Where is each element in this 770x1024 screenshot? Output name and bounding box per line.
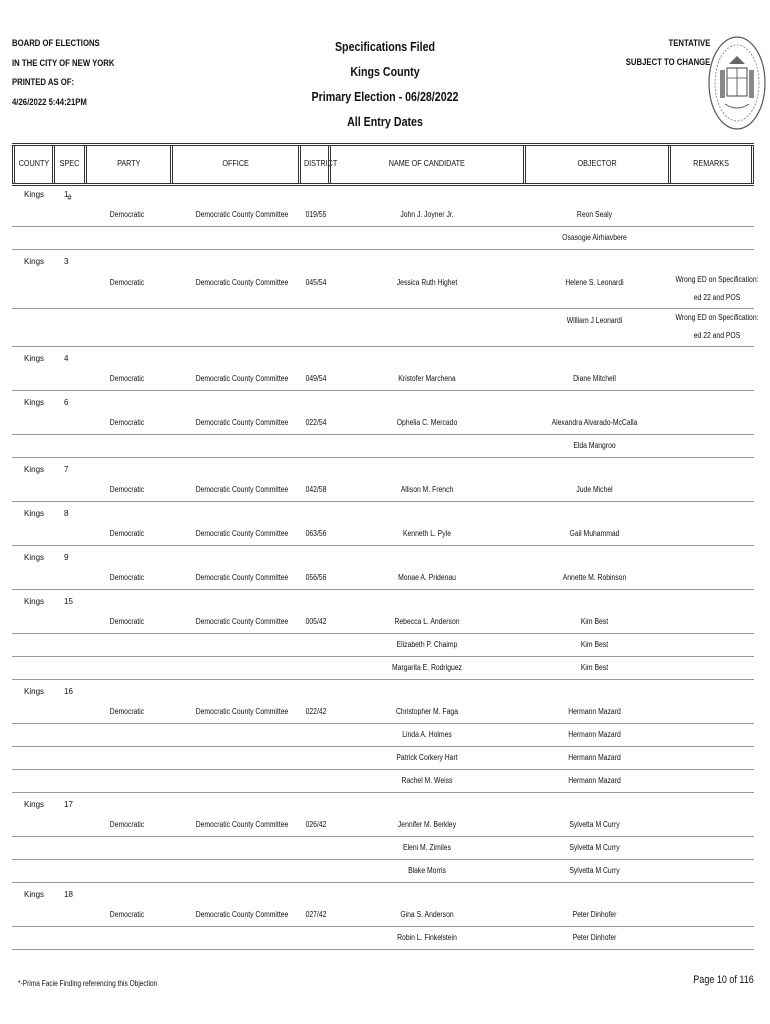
table-row bbox=[12, 927, 754, 949]
spec-block-header bbox=[12, 547, 754, 567]
table-row bbox=[12, 701, 754, 724]
spec-block bbox=[12, 547, 754, 590]
district-cell: 042/58 bbox=[305, 485, 327, 494]
spec-block bbox=[12, 503, 754, 546]
spec-block-header bbox=[12, 348, 754, 368]
party-cell: Democratic bbox=[109, 617, 145, 626]
spec-block bbox=[12, 251, 759, 347]
candidate-cell: Monae A. Pridenau bbox=[398, 573, 456, 582]
county-cell: Kings bbox=[24, 509, 45, 518]
table-row bbox=[12, 724, 754, 747]
office-cell: Democratic County Committee bbox=[195, 707, 289, 716]
spec-number-cell: 7 bbox=[64, 465, 69, 474]
candidate-cell: Allison M. French bbox=[400, 485, 454, 494]
party-cell: Democratic bbox=[109, 374, 145, 383]
district-cell: 019/55 bbox=[305, 210, 327, 219]
col-office: OFFICE bbox=[170, 146, 298, 183]
table-row bbox=[12, 204, 754, 227]
candidate-cell: Elizabeth P. Chaimp bbox=[396, 640, 458, 649]
spec-block bbox=[12, 794, 754, 883]
party-cell: Democratic bbox=[109, 910, 145, 919]
candidate-cell: Blake Morris bbox=[408, 866, 446, 875]
remarks-cell: Wrong ED on Specification: ed 22 and POS bbox=[675, 275, 759, 302]
table-row bbox=[12, 860, 754, 882]
party-cell: Democratic bbox=[109, 707, 145, 716]
spec-block-header bbox=[12, 392, 754, 412]
spec-block-header bbox=[12, 184, 754, 204]
printed-label: PRINTED AS OF: bbox=[12, 77, 75, 87]
remarks-cell: Wrong ED on Specification: ed 22 and POS bbox=[675, 313, 759, 340]
county-cell: Kings bbox=[24, 190, 45, 199]
spec-number-cell: 18 bbox=[64, 890, 73, 899]
objector-cell: Diane Mitchell bbox=[573, 374, 616, 383]
table-row bbox=[12, 412, 754, 435]
table-row bbox=[12, 611, 754, 634]
candidate-cell: Kenneth L. Pyle bbox=[402, 529, 451, 538]
district-cell: 005/42 bbox=[305, 617, 327, 626]
table-row bbox=[12, 271, 759, 309]
table-row bbox=[12, 479, 754, 501]
block-separator bbox=[12, 950, 754, 951]
objector-cell: Hermann Mazard bbox=[568, 753, 621, 762]
spec-number-cell: 17 bbox=[64, 800, 73, 809]
objector-cell: Sylvetta M Curry bbox=[569, 820, 620, 829]
objector-cell: Reon Sealy bbox=[576, 210, 613, 219]
objector-cell: Elda Mangroo bbox=[573, 441, 616, 450]
party-cell: Democratic bbox=[109, 418, 145, 427]
office-cell: Democratic County Committee bbox=[195, 485, 289, 494]
table-row bbox=[12, 368, 754, 390]
county-cell: Kings bbox=[24, 800, 45, 809]
objector-cell: Kim Best bbox=[580, 663, 609, 672]
party-cell: Democratic bbox=[109, 573, 145, 582]
office-cell: Democratic County Committee bbox=[195, 573, 289, 582]
col-district: DISTRICT bbox=[298, 146, 328, 183]
objector-cell: Hermann Mazard bbox=[568, 730, 621, 739]
objector-cell: Annette M. Robinson bbox=[562, 573, 627, 582]
objector-cell: Alexandra Alvarado-McCalla bbox=[551, 418, 638, 427]
objector-cell: Peter Dinhofer bbox=[572, 910, 617, 919]
spec-block-header bbox=[12, 591, 754, 611]
spec-block bbox=[12, 459, 754, 502]
specification-rows bbox=[12, 184, 759, 951]
col-remarks: REMARKS bbox=[668, 146, 754, 183]
party-cell: Democratic bbox=[109, 485, 145, 494]
tentative-label: TENTATIVE bbox=[668, 38, 710, 48]
col-candidate: NAME OF CANDIDATE bbox=[328, 146, 523, 183]
district-cell: 049/54 bbox=[305, 374, 327, 383]
candidate-cell: Eleni M. Zimiles bbox=[403, 843, 451, 852]
objector-cell: Hermann Mazard bbox=[568, 707, 621, 716]
spec-block bbox=[12, 681, 754, 793]
city-seal-icon bbox=[703, 34, 767, 132]
spec-block bbox=[12, 392, 754, 458]
table-row bbox=[12, 227, 754, 249]
spec-number-cell: 16 bbox=[64, 687, 73, 696]
county-cell: Kings bbox=[24, 398, 45, 407]
office-cell: Democratic County Committee bbox=[195, 820, 289, 829]
candidate-cell: Margarita E. Rodriguez bbox=[392, 663, 462, 672]
footer-note: *-Prima Facie Finding referencing this Objection bbox=[18, 979, 158, 988]
county-cell: Kings bbox=[24, 465, 45, 474]
spec-block-header bbox=[12, 681, 754, 701]
office-cell: Democratic County Committee bbox=[195, 374, 289, 383]
header-right bbox=[625, 34, 710, 72]
candidate-cell: Linda A. Holmes bbox=[402, 730, 452, 739]
candidate-cell: Jessica Ruth Highet bbox=[396, 278, 458, 287]
office-cell: Democratic County Committee bbox=[195, 210, 289, 219]
objector-cell: Sylvetta M Curry bbox=[569, 866, 620, 875]
spec-block-header bbox=[12, 459, 754, 479]
header-left bbox=[12, 34, 115, 112]
office-cell: Democratic County Committee bbox=[195, 529, 289, 538]
table-row bbox=[12, 523, 754, 545]
objector-cell: Hermann Mazard bbox=[568, 776, 621, 785]
title-line-2: Kings County bbox=[350, 64, 420, 79]
district-cell: 045/54 bbox=[305, 278, 327, 287]
objector-cell: Sylvetta M Curry bbox=[569, 843, 620, 852]
party-cell: Democratic bbox=[109, 820, 145, 829]
spec-block bbox=[12, 184, 754, 250]
title-line-1: Specifications Filed bbox=[334, 39, 436, 54]
spec-number-cell: 8 bbox=[64, 509, 69, 518]
table-row bbox=[12, 814, 754, 837]
col-county: COUNTY bbox=[12, 146, 52, 183]
spec-block bbox=[12, 348, 754, 391]
printed-timestamp: 4/26/2022 5:44:21PM bbox=[12, 96, 87, 107]
office-cell: Democratic County Committee bbox=[195, 278, 289, 287]
spec-number-cell: 1 bbox=[64, 190, 69, 199]
district-cell: 022/42 bbox=[305, 707, 327, 716]
candidate-cell: Patrick Corkery Hart bbox=[396, 753, 458, 762]
candidate-cell: Kristofer Marchena bbox=[398, 374, 456, 383]
spec-number-cell: 3 bbox=[64, 257, 69, 266]
table-row bbox=[12, 309, 759, 346]
party-cell: Democratic bbox=[109, 529, 145, 538]
table-row bbox=[12, 567, 754, 589]
candidate-cell: Robin L. Finkelstein bbox=[397, 933, 457, 942]
board-city: IN THE CITY OF NEW YORK bbox=[12, 57, 115, 68]
col-spec: SPEC # bbox=[52, 146, 84, 183]
district-cell: 056/56 bbox=[305, 573, 327, 582]
spec-block bbox=[12, 591, 754, 680]
county-cell: Kings bbox=[24, 687, 45, 696]
title-line-3: Primary Election - 06/28/2022 bbox=[311, 89, 459, 104]
spec-block-header bbox=[12, 251, 754, 271]
office-cell: Democratic County Committee bbox=[195, 418, 289, 427]
table-row bbox=[12, 837, 754, 860]
objector-cell: Gail Muhammad bbox=[569, 529, 620, 538]
candidate-cell: Gina S. Anderson bbox=[400, 910, 454, 919]
table-row bbox=[12, 770, 754, 792]
county-cell: Kings bbox=[24, 597, 45, 606]
board-title: BOARD OF ELECTIONS bbox=[12, 38, 100, 48]
party-cell: Democratic bbox=[109, 210, 145, 219]
office-cell: Democratic County Committee bbox=[195, 910, 289, 919]
table-row bbox=[12, 435, 754, 457]
objector-cell: Helene S. Leonardi bbox=[565, 278, 624, 287]
candidate-cell: Rebecca L. Anderson bbox=[394, 617, 460, 626]
objector-cell: Jude Michel bbox=[576, 485, 613, 494]
party-cell: Democratic bbox=[109, 278, 145, 287]
table-row bbox=[12, 634, 754, 657]
objector-cell: Peter Dinhofer bbox=[572, 933, 617, 942]
candidate-cell: Christopher M. Faga bbox=[396, 707, 458, 716]
county-cell: Kings bbox=[24, 890, 45, 899]
title-line-4: All Entry Dates bbox=[347, 114, 423, 129]
spec-number-cell: 6 bbox=[64, 398, 69, 407]
page-number: Page 10 of 116 bbox=[693, 974, 754, 986]
spec-number-cell: 15 bbox=[64, 597, 73, 606]
objector-cell: Kim Best bbox=[580, 617, 609, 626]
spec-block-header bbox=[12, 503, 754, 523]
objector-cell: Kim Best bbox=[580, 640, 609, 649]
county-cell: Kings bbox=[24, 354, 45, 363]
spec-block bbox=[12, 884, 754, 950]
spec-number-cell: 4 bbox=[64, 354, 69, 363]
objector-cell: Osasogie Airhiavbere bbox=[562, 233, 627, 242]
candidate-cell: Ophelia C. Mercado bbox=[396, 418, 458, 427]
table-row bbox=[12, 904, 754, 927]
district-cell: 026/42 bbox=[305, 820, 327, 829]
objector-cell: William J Leonardi bbox=[566, 316, 623, 325]
candidate-cell: Rachel M. Weiss bbox=[401, 776, 453, 785]
candidate-cell: John J. Joyner Jr. bbox=[400, 210, 454, 219]
subject-to-change-label: SUBJECT TO CHANGE bbox=[625, 57, 710, 67]
col-party: PARTY bbox=[84, 146, 170, 183]
spec-number-cell: 9 bbox=[64, 553, 69, 562]
spec-block-header bbox=[12, 884, 754, 904]
col-objector: OBJECTOR bbox=[523, 146, 668, 183]
district-cell: 022/54 bbox=[305, 418, 327, 427]
county-cell: Kings bbox=[24, 257, 45, 266]
county-cell: Kings bbox=[24, 553, 45, 562]
district-cell: 027/42 bbox=[305, 910, 327, 919]
table-row bbox=[12, 657, 754, 679]
spec-block-header bbox=[12, 794, 754, 814]
district-cell: 063/56 bbox=[305, 529, 327, 538]
report-title bbox=[299, 34, 471, 134]
candidate-cell: Jennifer M. Berkley bbox=[397, 820, 457, 829]
office-cell: Democratic County Committee bbox=[195, 617, 289, 626]
table-row bbox=[12, 747, 754, 770]
